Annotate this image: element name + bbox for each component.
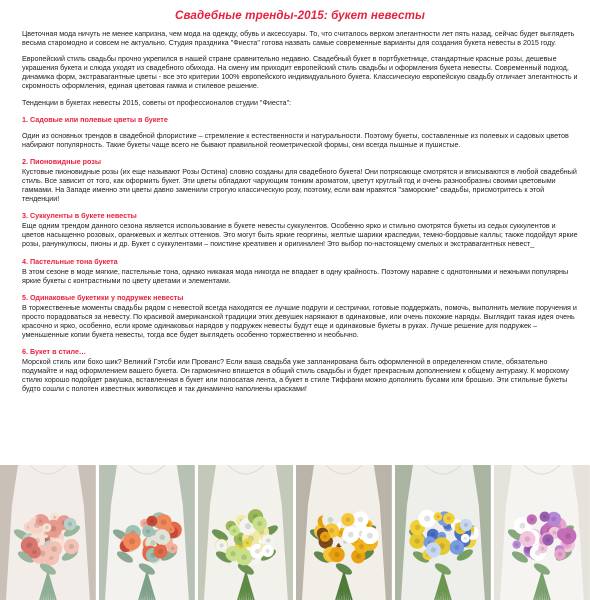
flower-center (358, 517, 364, 523)
succulent-bouquet-photo (99, 465, 195, 600)
flower-center (245, 541, 248, 544)
flower-center (527, 548, 530, 551)
section-text: Еще одним трендом данного сезона является использование в букете невесты суккулентов. Особенно ярко и стильно смотрятся букеты из седых суккулентов и цветов насыщенно розовых, оранжевых и желтых оттенков. Это могут быть яркие георгины, желтые шарики краспедии, темно-бордовые каллы; также подойдут яркие розы, ранункулюсы, пионы и др. Букет с суккулентами – поистине креативен и оригинален! Это выбор по-настоящему смелых и экстравагантных невест_ (22, 222, 578, 249)
flower-center (230, 551, 235, 556)
intro-paragraph-2: Европейский стиль свадьбы прочно укрепился в нашей стране сравнительно недавно. Свадебный букет в портбукетнице, стандартные красные розы, дешевые украшения букета и слюда уходят из свадебного обихода. На смену им приходит европейский стиль свадьбы и оформления букета невесты. Современный подход, динамика форм, экстравагантные цветы - все это критерии 100% европейского индивидуального букета. Классическую европейскую свадьбу отличает элегантность и скромность оформления, единая цветовая гамма и стилевое решение. (22, 55, 578, 91)
flower-center (219, 544, 223, 548)
flower-center (69, 544, 74, 549)
section-heading: 3. Суккуленты в букете невесты (22, 211, 137, 221)
section-peony-roses (22, 157, 578, 204)
purple-pink-bouquet-photo (494, 465, 590, 600)
flower-center (424, 516, 430, 522)
flower-center (431, 547, 436, 552)
flower-center (266, 538, 270, 542)
section-garden-flowers (22, 115, 578, 150)
flower-center (238, 537, 243, 542)
flower-center (330, 528, 335, 533)
flower-center (257, 521, 262, 526)
flower-center (551, 517, 556, 522)
flower-center (543, 515, 547, 519)
section-text: В этом сезоне в моде мягкие, пастельные тона, однако никакая мода никогда не впадает в одну крайность. Поэтому наравне с однотонными и нежными популярны яркие букеты с контрастными по цвету цветами и элементами. (22, 267, 569, 285)
flower-center (146, 529, 150, 533)
flower-center (541, 547, 544, 550)
flower-center (464, 537, 467, 540)
intro-paragraph-1: Цветочная мода ничуть не менее капризна, чем мода на одежду, обувь и аксессуары. То, что считалось верхом элегантности лет пять назад, сейчас будет выглядеть весьма старомодно и совсем не актуально. Студия праздника "Фиеста" готова назвать самые современные варианты для создания букета невесты в 2015 году. (22, 30, 575, 48)
flower-center (348, 532, 354, 538)
wildflower-bouquet-photo (198, 465, 294, 600)
flower-center (455, 545, 460, 550)
photo-strip (0, 465, 590, 600)
section-text: В торжественные моменты свадьбы рядом с невестой всегда находятся ее лучшие подруги и сестрички, готовые поддержать, помочь, выполнить мелкие поручения и просто порадоваться за невесту. По красивой американской традиции этих девушек наряжают в одинаковые, или очень похожие наряды. Выглядит такая идея очень красочно и ярко, особенно, если кроме одинаковых нарядов у подружек невесты будут еще и одинаковые букеты в руках. Лучше решение для подружек – уменьшенные копии букета невесты, тогда все будет выглядеть особенно торжественно и необычно. (22, 303, 577, 339)
flower-center (441, 535, 444, 538)
flower-center (553, 531, 557, 535)
flower-center (171, 547, 175, 551)
flower-center (360, 544, 365, 549)
flower-center (245, 523, 251, 529)
flower-center (161, 519, 167, 525)
flower-center (515, 543, 518, 546)
section-style (22, 347, 578, 394)
intro-paragraph-3: Тенденции в букетах невесты 2015, советы от профессионалов студии "Фиеста": (22, 98, 292, 107)
section-text: Один из основных трендов в свадебной флористике – стремление к естественности и натуральности. Поэтому букеты, составленные из полевых и садовых цветов набирают популярность. Такие букеты чаще всего не бывают правильной геометрической формы, они всегда пышные и пушистые. (22, 131, 569, 149)
section-heading: 2. Пионовидные розы (22, 156, 101, 166)
flower-center (53, 516, 56, 519)
flower-center (431, 533, 435, 537)
flower-center (558, 552, 562, 556)
article (22, 0, 578, 394)
flower-center (437, 515, 440, 518)
flower-center (546, 538, 550, 542)
pastel-peony-bouquet-photo (0, 465, 96, 600)
flower-center (232, 529, 236, 533)
flower-center (530, 518, 534, 522)
section-pastel (22, 257, 578, 286)
blue-field-bouquet-photo (395, 465, 491, 600)
flower-center (415, 538, 420, 543)
flower-center (346, 517, 351, 522)
section-heading: 5. Одинаковые букетики у подружек невесты (22, 292, 184, 302)
flower-center (415, 525, 420, 530)
section-heading: 1. Садовые или полевые цветы в букете (22, 114, 168, 124)
flower-center (39, 519, 42, 522)
flower-center (520, 523, 526, 529)
flower-center (45, 526, 48, 529)
flower-center (150, 540, 155, 545)
flower-center (143, 522, 146, 525)
sunflower-bouquet-photo (296, 465, 392, 600)
flower-center (32, 550, 37, 555)
flower-center (68, 522, 72, 526)
section-bridesmaids (22, 293, 578, 340)
flower-center (255, 549, 260, 554)
flower-center (335, 552, 340, 557)
flower-center (464, 523, 468, 527)
flower-center (265, 549, 269, 553)
flower-center (367, 533, 373, 539)
flower-center (447, 517, 451, 521)
flower-center (565, 533, 571, 539)
flower-center (169, 528, 172, 531)
flower-center (241, 554, 247, 560)
flower-center (356, 554, 361, 559)
flower-center (158, 549, 163, 554)
flower-center (159, 535, 165, 541)
section-heading: 4. Пастельные тона букета (22, 256, 118, 266)
flower-center (129, 538, 135, 544)
section-heading: 6. Букет в стиле… (22, 347, 87, 357)
flower-center (150, 519, 154, 523)
flower-center (324, 535, 328, 539)
section-text: Кустовые пионовидные розы (их еще называют Розы Остина) словно созданы для свадебного букета! Они потрясающе смотрятся и вписываются в любой свадебный стиль. Все зависит от того, как оформить букет. Эти цветы обладают чарующим тонким ароматом, цветут круглый год и очень разнообразны своими цветовыми гаммами. На Западе именно эти цветы давно заменили строгую классическую розу, поэтому, если вам нравятся "заморские" свадьбы, присмотритесь к этой тенденции! (22, 167, 577, 204)
page-title: Свадебные тренды-2015: букет невесты (174, 9, 426, 22)
section-text: Морской стиль или бохо шик? Великий Гэтсби или Прованс? Если ваша свадьба уже запланирована быть оформленной в определенном стиле, обязательно подумайте и над оформлением вашего букета. Он гармонично впишется в общий стиль свадьбы и будет прекрасным дополнением к общему антуражу. К морскому стилю хорошо подойдет ракушка, вставленная в букет или полосатая лента, а букет в стиле Тиффани можно дополнить бусами или брошью. Эти стильные букеты будто сошли с полотен известных живописцев и так динамично наполнены красками! (22, 358, 569, 394)
section-succulents (22, 211, 578, 249)
flower-center (51, 546, 57, 552)
flower-center (328, 517, 334, 523)
flower-center (525, 536, 531, 542)
